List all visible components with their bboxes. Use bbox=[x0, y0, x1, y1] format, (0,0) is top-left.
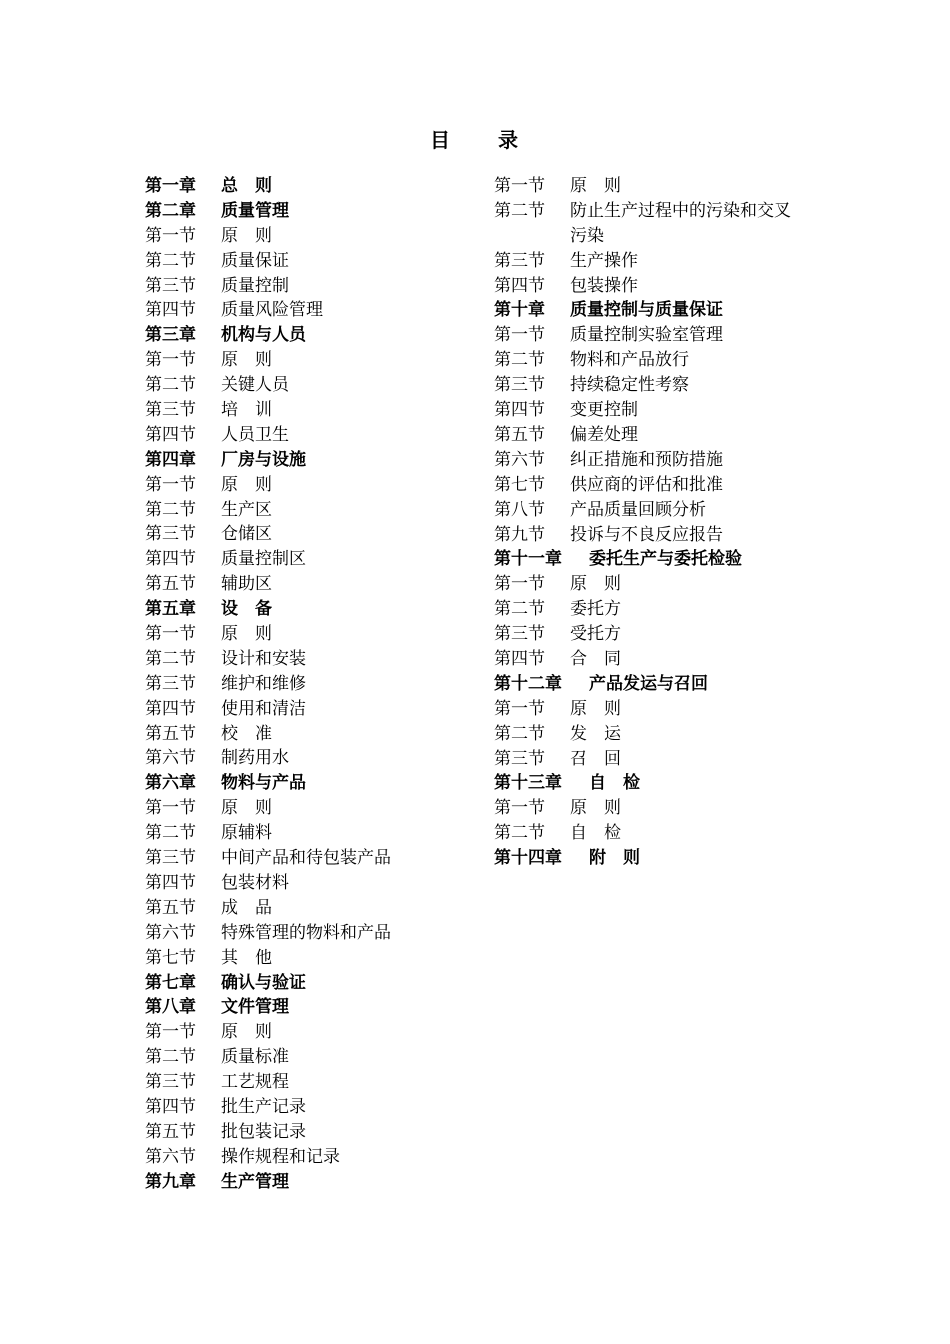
toc-entry-title: 质量控制 bbox=[221, 275, 289, 296]
toc-entry-number: 第四节 bbox=[145, 424, 196, 445]
toc-chapter-entry[interactable] bbox=[145, 771, 475, 796]
toc-entry-number: 第六节 bbox=[145, 1146, 196, 1167]
toc-entry-number: 第二节 bbox=[145, 823, 196, 844]
toc-left-column bbox=[145, 174, 475, 1195]
toc-entry-number: 第五节 bbox=[494, 424, 545, 445]
toc-entry-number: 第三节 bbox=[494, 624, 545, 645]
toc-section-entry[interactable] bbox=[145, 946, 475, 971]
toc-section-entry[interactable] bbox=[145, 498, 475, 523]
toc-section-entry[interactable] bbox=[145, 398, 475, 423]
toc-section-entry[interactable] bbox=[145, 896, 475, 921]
toc-section-entry[interactable] bbox=[145, 796, 475, 821]
toc-section-entry[interactable] bbox=[145, 298, 475, 323]
toc-entry-number: 第四节 bbox=[494, 400, 545, 421]
toc-entry-number: 第二章 bbox=[145, 200, 196, 221]
toc-chapter-entry[interactable] bbox=[145, 995, 475, 1020]
toc-entry-number: 第一节 bbox=[145, 474, 196, 495]
toc-section-entry[interactable] bbox=[494, 796, 824, 821]
toc-entry-title: 维护和维修 bbox=[221, 673, 306, 694]
toc-chapter-entry[interactable] bbox=[145, 597, 475, 622]
toc-section-entry[interactable] bbox=[494, 747, 824, 772]
toc-entry-title: 机构与人员 bbox=[221, 325, 306, 346]
toc-section-entry[interactable] bbox=[145, 547, 475, 572]
toc-entry-number: 第二节 bbox=[145, 1047, 196, 1068]
toc-entry-number: 第五节 bbox=[145, 574, 196, 595]
toc-section-entry[interactable] bbox=[145, 871, 475, 896]
toc-entry-number: 第一节 bbox=[494, 798, 545, 819]
toc-chapter-entry[interactable] bbox=[494, 672, 824, 697]
toc-entry-title: 物料和产品放行 bbox=[570, 350, 689, 371]
toc-entry-title: 发 运 bbox=[570, 723, 621, 744]
toc-chapter-entry[interactable] bbox=[145, 323, 475, 348]
toc-section-entry[interactable] bbox=[145, 1120, 475, 1145]
toc-entry-number: 第一节 bbox=[145, 798, 196, 819]
toc-entry-title: 仓储区 bbox=[221, 524, 272, 545]
toc-chapter-entry[interactable] bbox=[494, 547, 824, 572]
toc-section-entry[interactable] bbox=[145, 647, 475, 672]
toc-section-entry[interactable] bbox=[145, 722, 475, 747]
toc-entry-title: 原 则 bbox=[221, 1022, 272, 1043]
toc-section-entry[interactable] bbox=[494, 498, 824, 523]
toc-entry-title: 生产区 bbox=[221, 499, 272, 520]
toc-entry-number: 第一节 bbox=[145, 1022, 196, 1043]
toc-entry-number: 第十二章 bbox=[494, 673, 562, 694]
toc-entry-title: 物料与产品 bbox=[221, 773, 306, 794]
toc-section-entry[interactable] bbox=[494, 174, 824, 199]
toc-entry-number: 第三节 bbox=[145, 673, 196, 694]
toc-entry-title: 批生产记录 bbox=[221, 1096, 306, 1117]
toc-entry-title: 操作规程和记录 bbox=[221, 1146, 340, 1167]
toc-section-entry[interactable] bbox=[494, 274, 824, 299]
toc-entry-number: 第二节 bbox=[494, 723, 545, 744]
toc-entry-number: 第九节 bbox=[494, 524, 545, 545]
toc-section-entry[interactable] bbox=[494, 722, 824, 747]
toc-entry-number: 第一节 bbox=[494, 574, 545, 595]
toc-entry-title: 附 则 bbox=[589, 848, 640, 869]
toc-entry-title: 原 则 bbox=[570, 176, 621, 196]
toc-entry-number: 第十四章 bbox=[494, 848, 562, 869]
toc-entry-title: 厂房与设施 bbox=[221, 449, 306, 470]
toc-entry-number: 第十章 bbox=[494, 300, 545, 321]
toc-section-entry[interactable] bbox=[494, 423, 824, 448]
toc-entry-number: 第十一章 bbox=[494, 549, 562, 570]
toc-entry-title: 偏差处理 bbox=[570, 424, 638, 445]
toc-chapter-entry[interactable] bbox=[145, 971, 475, 996]
toc-entry-number: 第一节 bbox=[494, 325, 545, 346]
toc-entry-number: 第二节 bbox=[494, 350, 545, 371]
toc-entry-title: 包装材料 bbox=[221, 872, 289, 893]
toc-entry-title: 质量标准 bbox=[221, 1047, 289, 1068]
toc-entry-title: 培 训 bbox=[221, 400, 272, 421]
toc-entry-title: 设计和安装 bbox=[221, 648, 306, 669]
toc-section-entry[interactable] bbox=[494, 647, 824, 672]
toc-section-entry[interactable] bbox=[494, 348, 824, 373]
toc-entry-title: 质量控制区 bbox=[221, 549, 306, 570]
toc-entry-number: 第四节 bbox=[145, 698, 196, 719]
toc-section-entry[interactable] bbox=[494, 473, 824, 498]
toc-entry-title: 批包装记录 bbox=[221, 1121, 306, 1142]
toc-chapter-entry[interactable] bbox=[494, 771, 824, 796]
toc-entry-title: 文件管理 bbox=[221, 997, 289, 1018]
toc-entry-title: 投诉与不良反应报告 bbox=[570, 524, 723, 545]
toc-chapter-entry[interactable] bbox=[145, 448, 475, 473]
toc-entry-number: 第八节 bbox=[494, 499, 545, 520]
toc-section-entry[interactable] bbox=[145, 821, 475, 846]
toc-entry-number: 第五节 bbox=[145, 1121, 196, 1142]
toc-entry-number: 第十三章 bbox=[494, 773, 562, 794]
toc-section-entry[interactable] bbox=[145, 373, 475, 398]
toc-entry-title: 设 备 bbox=[221, 599, 272, 620]
toc-section-entry[interactable] bbox=[145, 1145, 475, 1170]
toc-entry-number: 第六章 bbox=[145, 773, 196, 794]
toc-section-entry[interactable] bbox=[494, 199, 824, 249]
toc-entry-number: 第四节 bbox=[145, 872, 196, 893]
toc-right-column bbox=[494, 174, 824, 871]
toc-entry-number: 第一节 bbox=[145, 225, 196, 246]
toc-entry-title: 关键人员 bbox=[221, 375, 289, 396]
toc-entry-title: 原 则 bbox=[221, 225, 272, 246]
toc-entry-title: 包装操作 bbox=[570, 275, 638, 296]
toc-entry-number: 第七节 bbox=[145, 947, 196, 968]
toc-entry-title: 原 则 bbox=[221, 350, 272, 371]
toc-entry-number: 第六节 bbox=[145, 748, 196, 769]
toc-entry-title: 质量保证 bbox=[221, 250, 289, 271]
toc-section-entry[interactable] bbox=[494, 249, 824, 274]
toc-entry-title: 受托方 bbox=[570, 624, 621, 645]
toc-entry-title: 委托方 bbox=[570, 599, 621, 620]
title-part-2: 录 bbox=[498, 128, 520, 152]
toc-section-entry[interactable] bbox=[145, 274, 475, 299]
toc-entry-title: 总 则 bbox=[221, 176, 272, 196]
toc-entry-title: 产品质量回顾分析 bbox=[570, 499, 706, 520]
toc-section-entry[interactable] bbox=[145, 249, 475, 274]
toc-entry-number: 第二节 bbox=[145, 648, 196, 669]
toc-entry-number: 第二节 bbox=[494, 599, 545, 620]
toc-entry-number: 第三节 bbox=[145, 275, 196, 296]
toc-section-entry[interactable] bbox=[145, 846, 475, 871]
toc-entry-number: 第三节 bbox=[494, 748, 545, 769]
toc-entry-number: 第三节 bbox=[494, 250, 545, 271]
toc-entry-title: 生产管理 bbox=[221, 1171, 289, 1192]
toc-entry-title: 变更控制 bbox=[570, 400, 638, 421]
toc-entry-number: 第四节 bbox=[145, 300, 196, 321]
toc-section-entry[interactable] bbox=[145, 1070, 475, 1095]
toc-section-entry[interactable] bbox=[494, 572, 824, 597]
toc-section-entry[interactable] bbox=[494, 622, 824, 647]
toc-entry-title: 原 则 bbox=[570, 698, 621, 719]
toc-entry-title: 原 则 bbox=[221, 798, 272, 819]
toc-entry-title: 质量管理 bbox=[221, 200, 289, 221]
toc-section-entry[interactable] bbox=[145, 1045, 475, 1070]
toc-entry-title: 原辅料 bbox=[221, 823, 272, 844]
toc-section-entry[interactable] bbox=[494, 323, 824, 348]
toc-entry-number: 第一节 bbox=[145, 624, 196, 645]
toc-entry-number: 第一章 bbox=[145, 176, 196, 196]
toc-entry-number: 第四章 bbox=[145, 449, 196, 470]
toc-entry-number: 第二节 bbox=[145, 250, 196, 271]
toc-entry-title: 使用和清洁 bbox=[221, 698, 306, 719]
toc-entry-number: 第五节 bbox=[145, 897, 196, 918]
toc-entry-title: 质量风险管理 bbox=[221, 300, 323, 321]
toc-section-entry[interactable] bbox=[145, 672, 475, 697]
toc-entry-number: 第一节 bbox=[145, 350, 196, 371]
toc-entry-title: 确认与验证 bbox=[221, 972, 306, 993]
toc-entry-number: 第三节 bbox=[494, 375, 545, 396]
toc-entry-title: 合 同 bbox=[570, 648, 621, 669]
toc-entry-number: 第二节 bbox=[494, 823, 545, 844]
toc-entry-title: 原 则 bbox=[570, 798, 621, 819]
toc-entry-title: 质量控制实验室管理 bbox=[570, 325, 723, 346]
toc-section-entry[interactable] bbox=[494, 448, 824, 473]
toc-entry-title: 生产操作 bbox=[570, 250, 638, 271]
toc-entry-number: 第七节 bbox=[494, 474, 545, 495]
toc-entry-title: 工艺规程 bbox=[221, 1072, 289, 1093]
toc-entry-number: 第七章 bbox=[145, 972, 196, 993]
toc-entry-title: 原 则 bbox=[221, 624, 272, 645]
toc-section-entry[interactable] bbox=[494, 373, 824, 398]
toc-entry-number: 第五节 bbox=[145, 723, 196, 744]
toc-entry-number: 第二节 bbox=[494, 200, 545, 221]
toc-entry-number: 第三节 bbox=[145, 400, 196, 421]
toc-section-entry[interactable] bbox=[494, 597, 824, 622]
toc-section-entry[interactable] bbox=[145, 1095, 475, 1120]
toc-entry-title: 其 他 bbox=[221, 947, 272, 968]
toc-entry-number: 第六节 bbox=[145, 922, 196, 943]
toc-entry-title: 供应商的评估和批准 bbox=[570, 474, 723, 495]
toc-entry-title: 纠正措施和预防措施 bbox=[570, 449, 723, 470]
toc-chapter-entry[interactable] bbox=[145, 199, 475, 224]
toc-section-entry[interactable] bbox=[145, 224, 475, 249]
toc-entry-title: 委托生产与委托检验 bbox=[589, 549, 742, 570]
toc-entry-number: 第四节 bbox=[145, 1096, 196, 1117]
toc-section-entry[interactable] bbox=[145, 473, 475, 498]
toc-chapter-entry[interactable] bbox=[494, 846, 824, 871]
toc-chapter-entry[interactable] bbox=[145, 1170, 475, 1195]
toc-entry-number: 第五章 bbox=[145, 599, 196, 620]
toc-section-entry[interactable] bbox=[145, 423, 475, 448]
toc-entry-title: 辅助区 bbox=[221, 574, 272, 595]
toc-entry-title: 原 则 bbox=[221, 474, 272, 495]
toc-chapter-entry[interactable] bbox=[494, 298, 824, 323]
toc-entry-number: 第二节 bbox=[145, 499, 196, 520]
toc-section-entry[interactable] bbox=[145, 572, 475, 597]
toc-entry-number: 第四节 bbox=[145, 549, 196, 570]
toc-entry-title: 召 回 bbox=[570, 748, 621, 769]
toc-entry-title: 防止生产过程中的污染和交叉污染 bbox=[570, 200, 791, 246]
toc-entry-number: 第三节 bbox=[145, 1072, 196, 1093]
toc-entry-number: 第三节 bbox=[145, 848, 196, 869]
toc-entry-title: 自 检 bbox=[570, 823, 621, 844]
toc-entry-title: 校 准 bbox=[221, 723, 272, 744]
toc-section-entry[interactable] bbox=[494, 821, 824, 846]
toc-entry-number: 第八章 bbox=[145, 997, 196, 1018]
toc-section-entry[interactable] bbox=[494, 523, 824, 548]
toc-entry-title: 产品发运与召回 bbox=[589, 673, 708, 694]
toc-entry-number: 第三节 bbox=[145, 524, 196, 545]
toc-entry-number: 第九章 bbox=[145, 1171, 196, 1192]
toc-entry-number: 第二节 bbox=[145, 375, 196, 396]
toc-section-entry[interactable] bbox=[145, 921, 475, 946]
toc-entry-title: 人员卫生 bbox=[221, 424, 289, 445]
toc-section-entry[interactable] bbox=[145, 746, 475, 771]
toc-entry-number: 第四节 bbox=[494, 275, 545, 296]
title-part-1: 目 bbox=[430, 128, 452, 152]
toc-entry-title: 自 检 bbox=[589, 773, 640, 794]
toc-section-entry[interactable] bbox=[145, 697, 475, 722]
toc-section-entry[interactable] bbox=[145, 622, 475, 647]
toc-entry-number: 第一节 bbox=[494, 176, 545, 196]
toc-entry-number: 第一节 bbox=[494, 698, 545, 719]
toc-entry-title: 持续稳定性考察 bbox=[570, 375, 689, 396]
toc-entry-title: 特殊管理的物料和产品 bbox=[221, 922, 391, 943]
toc-section-entry[interactable] bbox=[145, 522, 475, 547]
toc-entry-number: 第四节 bbox=[494, 648, 545, 669]
toc-entry-title: 成 品 bbox=[221, 897, 272, 918]
page-title bbox=[0, 124, 950, 153]
toc-section-entry[interactable] bbox=[145, 1020, 475, 1045]
toc-entry-title: 中间产品和待包装产品 bbox=[221, 848, 391, 869]
toc-entry-number: 第六节 bbox=[494, 449, 545, 470]
toc-entry-title: 原 则 bbox=[570, 574, 621, 595]
toc-section-entry[interactable] bbox=[494, 697, 824, 722]
toc-section-entry[interactable] bbox=[145, 348, 475, 373]
toc-entry-number: 第三章 bbox=[145, 325, 196, 346]
toc-section-entry[interactable] bbox=[494, 398, 824, 423]
toc-entry-title: 质量控制与质量保证 bbox=[570, 300, 723, 321]
toc-chapter-entry[interactable] bbox=[145, 174, 475, 199]
toc-entry-title: 制药用水 bbox=[221, 748, 289, 769]
